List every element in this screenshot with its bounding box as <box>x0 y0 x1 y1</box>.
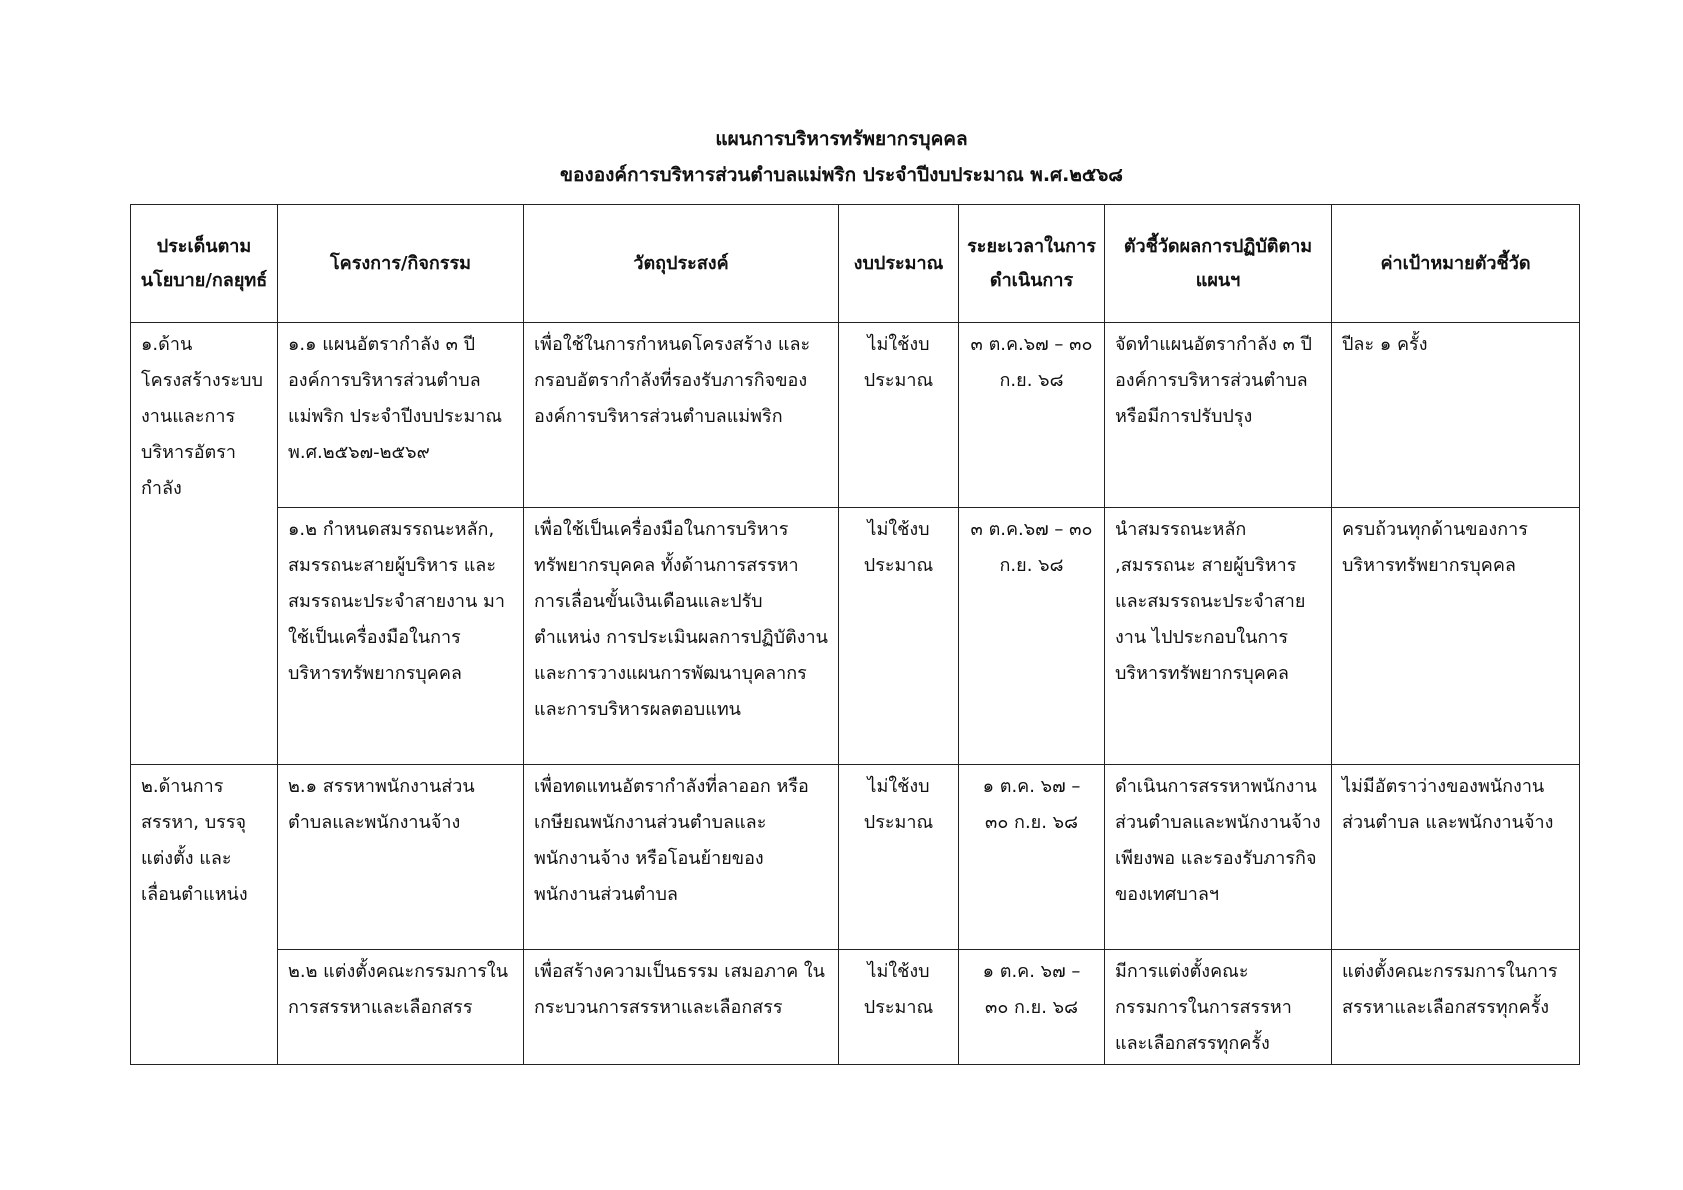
table-row <box>131 765 1580 950</box>
indicator-cell: ดำเนินการสรรหาพนักงานส่วนตำบลและพนักงานจ้างเพียงพอ และรองรับภารกิจของเทศบาลฯ <box>1105 765 1332 950</box>
target-cell: ปีละ ๑ ครั้ง <box>1332 323 1580 508</box>
header-target: ค่าเป้าหมายตัวชี้วัด <box>1332 205 1580 323</box>
header-issue: ประเด็นตามนโยบาย/กลยุทธ์ <box>131 205 278 323</box>
table-row <box>131 950 1580 1065</box>
period-cell: ๑ ต.ค. ๖๗ – ๓๐ ก.ย. ๖๘ <box>959 950 1105 1065</box>
document-subtitle: ขององค์การบริหารส่วนตำบลแม่พริก ประจำปีงบประมาณ พ.ศ.๒๕๖๘ <box>560 164 1123 186</box>
indicator-cell: จัดทำแผนอัตรากำลัง ๓ ปีองค์การบริหารส่วนตำบลหรือมีการปรับปรุง <box>1105 323 1332 508</box>
document-title: แผนการบริหารทรัพยากรบุคคล <box>715 128 968 150</box>
project-cell: ๑.๑ แผนอัตรากำลัง ๓ ปี องค์การบริหารส่วนตำบลแม่พริก ประจำปีงบประมาณ พ.ศ.๒๕๖๗-๒๕๖๙ <box>278 323 524 508</box>
budget-cell: ไม่ใช้งบประมาณ <box>839 508 959 765</box>
period-cell: ๑ ต.ค. ๖๗ – ๓๐ ก.ย. ๖๘ <box>959 765 1105 950</box>
header-project: โครงการ/กิจกรรม <box>278 205 524 323</box>
issue-cell: ๒.ด้านการสรรหา, บรรจุแต่งตั้ง และเลื่อนตำแหน่ง <box>131 765 278 1065</box>
period-cell: ๓ ต.ค.๖๗ – ๓๐ ก.ย. ๖๘ <box>959 323 1105 508</box>
period-cell: ๓ ต.ค.๖๗ – ๓๐ ก.ย. ๖๘ <box>959 508 1105 765</box>
header-objective: วัตถุประสงค์ <box>524 205 839 323</box>
hr-plan-table <box>130 204 1580 1065</box>
header-indicator: ตัวชี้วัดผลการปฏิบัติตามแผนฯ <box>1105 205 1332 323</box>
budget-cell: ไม่ใช้งบประมาณ <box>839 950 959 1065</box>
table-row <box>131 508 1580 765</box>
objective-cell: เพื่อทดแทนอัตรากำลังที่ลาออก หรือเกษียณพนักงานส่วนตำบลและพนักงานจ้าง หรือโอนย้ายของพนักงานส่วนตำบล <box>524 765 839 950</box>
target-cell: ไม่มีอัตราว่างของพนักงานส่วนตำบล และพนักงานจ้าง <box>1332 765 1580 950</box>
issue-cell: ๑.ด้านโครงสร้างระบบงานและการบริหารอัตรากำลัง <box>131 323 278 765</box>
objective-cell: เพื่อสร้างความเป็นธรรม เสมอภาค ในกระบวนการสรรหาและเลือกสรร <box>524 950 839 1065</box>
header-period: ระยะเวลาในการดำเนินการ <box>959 205 1105 323</box>
header-budget: งบประมาณ <box>839 205 959 323</box>
project-cell: ๑.๒ กำหนดสมรรถนะหลัก, สมรรถนะสายผู้บริหาร และสมรรถนะประจำสายงาน มาใช้เป็นเครื่องมือในการบริหารทรัพยากรบุคคล <box>278 508 524 765</box>
budget-cell: ไม่ใช้งบประมาณ <box>839 765 959 950</box>
project-cell: ๒.๒ แต่งตั้งคณะกรรมการในการสรรหาและเลือกสรร <box>278 950 524 1065</box>
target-cell: ครบถ้วนทุกด้านของการบริหารทรัพยากรบุคคล <box>1332 508 1580 765</box>
table-header-row <box>131 205 1580 323</box>
indicator-cell: นำสมรรถนะหลัก ,สมรรถนะ สายผู้บริหาร และสมรรถนะประจำสายงาน ไปประกอบในการบริหารทรัพยากรบุคคล <box>1105 508 1332 765</box>
target-cell: แต่งตั้งคณะกรรมการในการสรรหาและเลือกสรรทุกครั้ง <box>1332 950 1580 1065</box>
project-cell: ๒.๑ สรรหาพนักงานส่วนตำบลและพนักงานจ้าง <box>278 765 524 950</box>
table-row <box>131 323 1580 508</box>
objective-cell: เพื่อใช้เป็นเครื่องมือในการบริหารทรัพยากรบุคคล ทั้งด้านการสรรหา การเลื่อนขั้นเงินเดือนและปรับตำแหน่ง การประเมินผลการปฏิบัติงานและการวางแผนการพัฒนาบุคลากรและการบริหารผลตอบแทน <box>524 508 839 765</box>
indicator-cell: มีการแต่งตั้งคณะกรรมการในการสรรหาและเลือกสรรทุกครั้ง <box>1105 950 1332 1065</box>
budget-cell: ไม่ใช้งบประมาณ <box>839 323 959 508</box>
objective-cell: เพื่อใช้ในการกำหนดโครงสร้าง และกรอบอัตรากำลังที่รองรับภารกิจขององค์การบริหารส่วนตำบลแม่พริก <box>524 323 839 508</box>
